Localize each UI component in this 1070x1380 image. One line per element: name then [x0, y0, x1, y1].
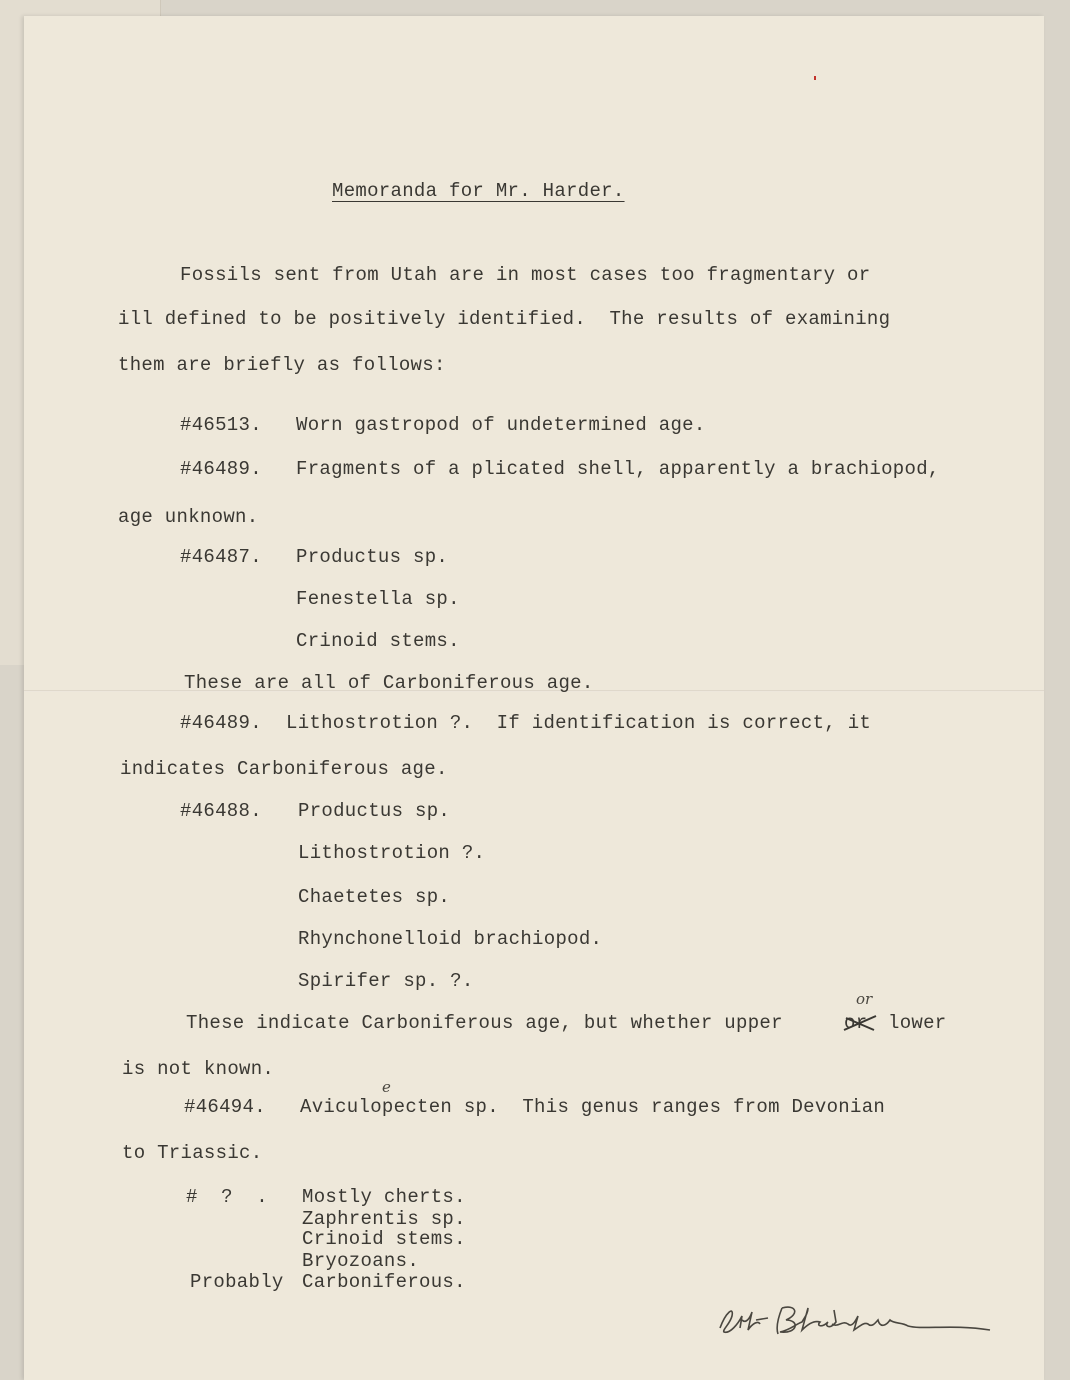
fossil-item: Crinoid stems. — [302, 1228, 466, 1250]
specimen-description-cont: to Triassic. — [122, 1142, 263, 1164]
handwritten-insertion: or — [856, 990, 873, 1008]
fossil-item: Chaetetes sp. — [298, 886, 451, 908]
age-note: These are all of Carboniferous age. — [184, 672, 594, 694]
fossil-item: Lithostrotion ?. — [298, 842, 486, 864]
memo-title: Memoranda for Mr. Harder. — [332, 180, 625, 202]
conclusion-label: Probably — [190, 1271, 284, 1293]
specimen-number: #46489. — [180, 458, 262, 480]
memo-paper — [24, 16, 1044, 1380]
age-note-end: lower — [888, 1012, 947, 1034]
intro-line-2: ill defined to be positively identified. The results of examining — [118, 308, 891, 330]
strike-mark — [842, 1014, 878, 1032]
specimen-number: # ? . — [186, 1186, 268, 1208]
age-note-cont: is not known. — [122, 1058, 275, 1080]
fossil-item: Crinoid stems. — [296, 630, 460, 652]
intro-line-3: them are briefly as follows: — [118, 354, 446, 376]
ink-mark — [814, 76, 816, 80]
specimen-number: #46494. — [184, 1096, 266, 1118]
specimen-description: Fragments of a plicated shell, apparently a brachiopod, — [296, 458, 940, 480]
fossil-item: Fenestella sp. — [296, 588, 460, 610]
intro-line-1: Fossils sent from Utah are in most cases too fragmentary or — [180, 264, 871, 286]
specimen-description: Aviculopecten sp. This genus ranges from Devonian — [300, 1096, 886, 1118]
age-note: These indicate Carboniferous age, but whether upper — [186, 1012, 783, 1034]
handwritten-insertion: e — [382, 1078, 391, 1096]
specimen-description-cont: indicates Carboniferous age. — [120, 758, 448, 780]
specimen-number: #46487. — [180, 546, 262, 568]
struck-word: or — [844, 1012, 868, 1034]
specimen-number: #46513. — [180, 414, 262, 436]
specimen-number: #46489. — [180, 712, 262, 734]
specimen-description: Worn gastropod of undetermined age. — [296, 414, 706, 436]
fossil-item: Mostly cherts. — [302, 1186, 466, 1208]
fossil-item: Productus sp. — [298, 800, 451, 822]
fossil-item: Bryozoans. — [302, 1250, 420, 1272]
signature — [712, 1294, 1012, 1350]
specimen-description: Lithostrotion ?. If identification is correct, it — [286, 712, 872, 734]
specimen-description-cont: age unknown. — [118, 506, 259, 528]
fossil-item: Spirifer sp. ?. — [298, 970, 474, 992]
conclusion-text: Carboniferous. — [302, 1271, 466, 1293]
fossil-item: Zaphrentis sp. — [302, 1208, 466, 1230]
specimen-number: #46488. — [180, 800, 262, 822]
fossil-item: Productus sp. — [296, 546, 449, 568]
fossil-item: Rhynchonelloid brachiopod. — [298, 928, 603, 950]
